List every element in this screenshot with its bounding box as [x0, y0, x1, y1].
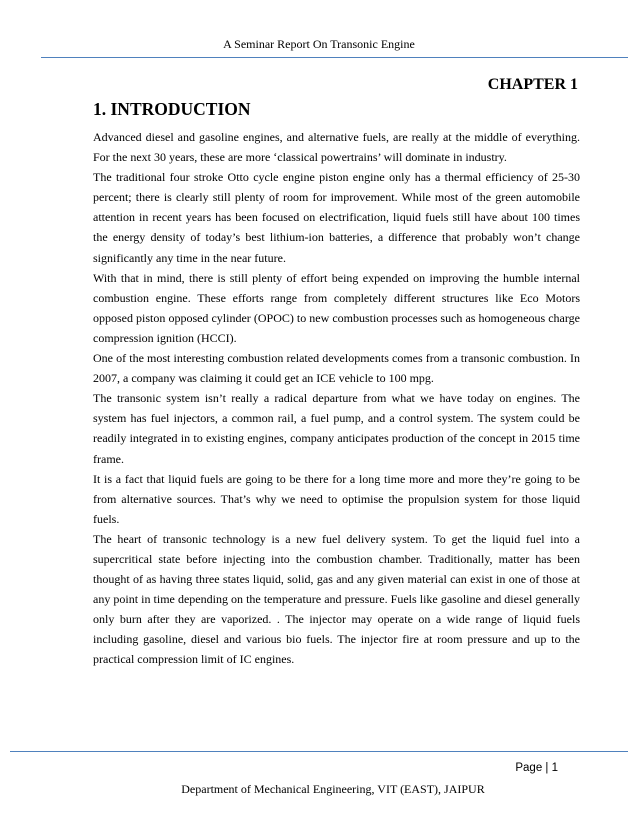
footer-divider	[10, 751, 628, 752]
paragraph: One of the most interesting combustion related developments comes from a transonic combustion. In 2007, a company was claiming it could get an ICE vehicle to 100 mpg.	[93, 351, 580, 386]
section-title: 1. INTRODUCTION	[93, 99, 251, 119]
paragraph: The traditional four stroke Otto cycle engine piston engine only has a thermal efficiency of 25-30 percent; there is clearly still plenty of room for improvement. While most of the green automobile attention in recent years has been focused on electrification, liquid fuels still have about 100 times the energy density of today’s best lithium-ion batteries, a difference that probably won’t change significantly any time in the near future.	[93, 170, 580, 265]
paragraph: Advanced diesel and gasoline engines, and alternative fuels, are really at the middle of everything. For the next 30 years, these are more ‘classical powertrains’ will dominate in industry.	[93, 130, 580, 165]
body-text	[93, 127, 580, 670]
header-divider	[41, 57, 628, 58]
chapter-heading: CHAPTER 1	[487, 76, 578, 93]
paragraph: With that in mind, there is still plenty of effort being expended on improving the humble internal combustion engine. These efforts range from completely different structures like Eco Motors opposed piston opposed cylinder (OPOC) to new combustion processes such as homogeneous charge compression ignition (HCCI).	[93, 270, 580, 345]
footer-department: Department of Mechanical Engineering, VIT (EAST), JAIPUR	[181, 782, 485, 796]
paragraph: The heart of transonic technology is a new fuel delivery system. To get the liquid fuel into a supercritical state before injecting into the combustion chamber. Traditionally, matter has been thought of as having three states liquid, solid, gas and any given material can exist in one of those at any point in time depending on the temperature and pressure. Fuels like gasoline and diesel generally only burn after they are vaporized. . The injector may operate on a wide range of liquid fuels including gasoline, diesel and various bio fuels. The injector fire at room pressure and up to the practical compression limit of IC engines.	[93, 531, 580, 667]
paragraph: The transonic system isn’t really a radical departure from what we have today on engines. The system has fuel injectors, a common rail, a fuel pump, and a control system. The system could be readily integrated in to existing engines, company anticipates production of the concept in 2015 time frame.	[93, 391, 580, 466]
page-number: Page | 1	[515, 762, 558, 774]
running-header: A Seminar Report On Transonic Engine	[223, 37, 415, 51]
paragraph: It is a fact that liquid fuels are going to be there for a long time more and more they’re going to be from alternative sources. That’s why we need to optimise the propulsion system for those liquid fuels.	[93, 471, 580, 526]
